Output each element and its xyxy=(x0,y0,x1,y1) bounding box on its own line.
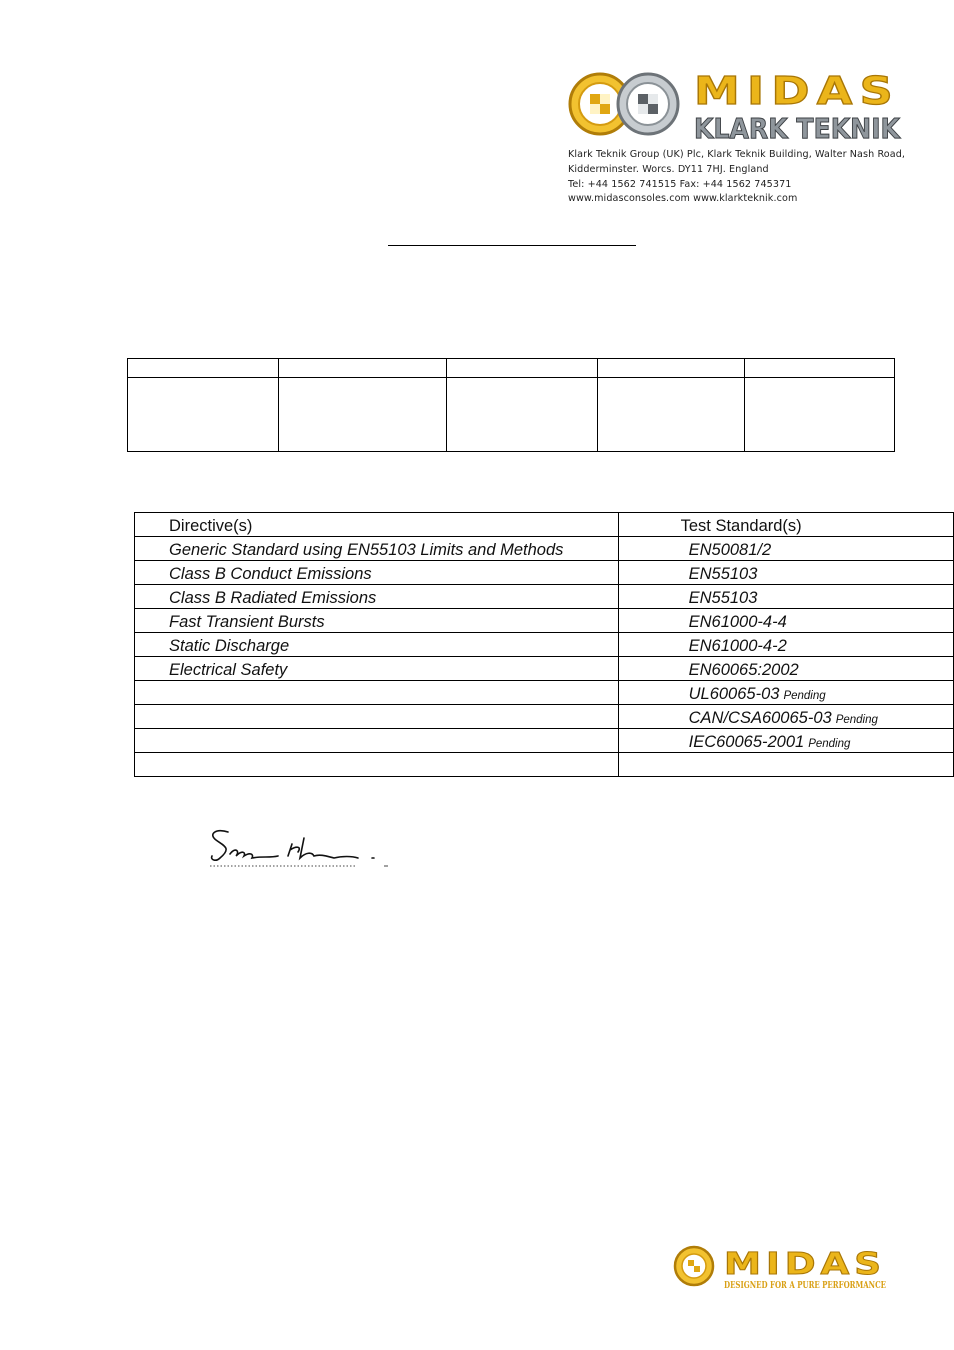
table-row xyxy=(135,633,954,657)
directive-cell xyxy=(135,753,619,777)
pending-note: Pending xyxy=(808,738,851,750)
table-row xyxy=(135,681,954,705)
directive-cell xyxy=(135,681,619,705)
table-row xyxy=(135,585,954,609)
standard-cell xyxy=(618,585,953,609)
standard-cell xyxy=(618,729,953,753)
product-details-table xyxy=(127,358,895,452)
table-cell xyxy=(279,359,447,378)
table-cell xyxy=(598,378,745,452)
pending-note: Pending xyxy=(835,714,878,726)
standard-text: EN50081/2 xyxy=(688,541,772,559)
directive-cell xyxy=(135,705,619,729)
table-row xyxy=(135,753,954,777)
directive-cell xyxy=(135,729,619,753)
signature xyxy=(206,822,396,872)
standard-text: UL60065-03 xyxy=(688,685,780,703)
standard-text: EN55103 xyxy=(688,565,758,583)
standard-text: CAN/CSA60065-03 xyxy=(688,709,832,727)
gold-ring-emblem-icon xyxy=(675,1247,713,1285)
table-row xyxy=(135,729,954,753)
directive-cell: Static Discharge xyxy=(135,633,619,657)
standard-cell xyxy=(618,633,953,657)
directive-cell: Class B Conduct Emissions xyxy=(135,561,619,585)
standard-cell xyxy=(618,609,953,633)
table-row xyxy=(135,537,954,561)
directive-cell: Class B Radiated Emissions xyxy=(135,585,619,609)
table-cell xyxy=(128,359,279,378)
address-line: www.midasconsoles.com www.klarkteknik.com xyxy=(568,193,798,205)
directive-cell: Electrical Safety xyxy=(135,657,619,681)
standard-text: IEC60065-2001 xyxy=(688,733,805,751)
directive-cell: Generic Standard using EN55103 Limits and Methods xyxy=(135,537,619,561)
standard-cell xyxy=(618,537,953,561)
table-cell xyxy=(447,359,598,378)
standard-text: EN61000-4-4 xyxy=(688,613,787,631)
standard-header: Test Standard(s) xyxy=(618,513,953,537)
table-row xyxy=(135,705,954,729)
midas-footer-logo xyxy=(672,1242,892,1298)
brand-top-text: MIDAS xyxy=(694,69,900,113)
standard-cell xyxy=(618,681,953,705)
midas-klark-teknik-logo xyxy=(566,66,906,146)
standard-cell xyxy=(618,657,953,681)
table-cell xyxy=(745,359,895,378)
table-row xyxy=(135,657,954,681)
directive-header: Directive(s) xyxy=(135,513,619,537)
standard-cell xyxy=(618,561,953,585)
directives-standards-table xyxy=(134,512,954,777)
directive-cell: Fast Transient Bursts xyxy=(135,609,619,633)
standard-cell xyxy=(618,705,953,729)
title-underline xyxy=(388,245,636,246)
footer-tagline-text: DESIGNED FOR A PURE PERFORMANCE xyxy=(724,1280,886,1291)
table-row xyxy=(135,561,954,585)
footer-brand-text: MIDAS xyxy=(724,1247,886,1282)
table-cell xyxy=(598,359,745,378)
table-cell xyxy=(745,378,895,452)
pending-note: Pending xyxy=(783,690,826,702)
table-row xyxy=(135,609,954,633)
table-cell xyxy=(128,378,279,452)
standard-cell xyxy=(618,753,953,777)
address-line: Tel: +44 1562 741515 Fax: +44 1562 745371 xyxy=(568,178,792,190)
silver-ring-emblem-icon xyxy=(618,74,678,134)
standard-text: EN60065:2002 xyxy=(688,661,799,679)
standard-text: EN61000-4-2 xyxy=(688,637,787,655)
address-line: Klark Teknik Group (UK) Plc, Klark Teknik Building, Walter Nash Road, xyxy=(568,149,906,160)
standard-text: EN55103 xyxy=(688,589,758,607)
company-address xyxy=(568,148,905,207)
address-line: Kidderminster. Worcs. DY11 7HJ. England xyxy=(568,163,769,175)
table-cell xyxy=(447,378,598,452)
brand-bottom-text: KLARK TEKNIK xyxy=(694,112,902,145)
table-header-row xyxy=(135,513,954,537)
table-cell xyxy=(279,378,447,452)
